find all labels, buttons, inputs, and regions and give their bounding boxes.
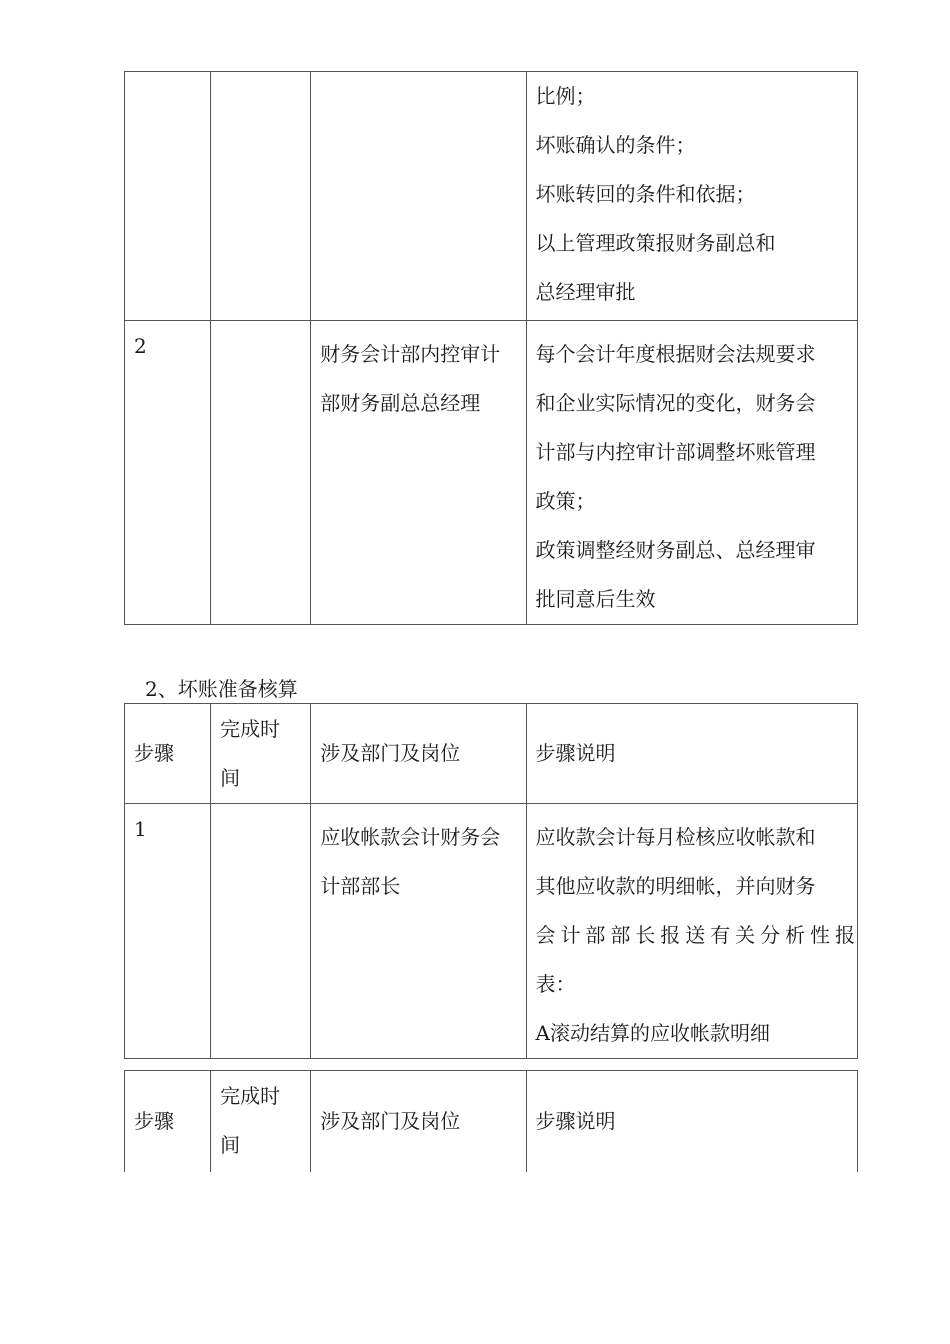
desc-cell bbox=[526, 321, 857, 625]
step-cell bbox=[125, 72, 211, 321]
header-desc: 步骤说明 bbox=[526, 704, 857, 804]
desc-line: A滚动结算的应收帐款明细 bbox=[535, 1021, 770, 1045]
header-step: 步骤 bbox=[125, 1071, 211, 1172]
desc-line: 和企业实际情况的变化，财务会 bbox=[535, 391, 816, 415]
desc-line: 比例； bbox=[535, 84, 596, 108]
table-row bbox=[125, 72, 858, 321]
header-step: 步骤 bbox=[125, 704, 211, 804]
process-table-continued bbox=[124, 71, 858, 625]
desc-line: 会计部部长报送有关分析性报 bbox=[535, 923, 855, 947]
desc-line: 政策调整经财务副总、总经理审 bbox=[535, 538, 816, 562]
desc-cell bbox=[526, 804, 857, 1059]
step-cell: 2 bbox=[125, 321, 211, 625]
time-cell bbox=[211, 72, 311, 321]
bad-debt-accounting-table bbox=[124, 703, 858, 1059]
table-row bbox=[125, 804, 858, 1059]
table-row bbox=[125, 321, 858, 625]
desc-line: 总经理审批 bbox=[535, 280, 636, 304]
dept-cell bbox=[311, 72, 526, 321]
table-header-row bbox=[125, 704, 858, 804]
dept-cell bbox=[311, 321, 526, 625]
desc-line: 其他应收款的明细帐，并向财务 bbox=[535, 874, 816, 898]
section-title: 2、坏账准备核算 bbox=[145, 677, 298, 701]
desc-line: 计部与内控审计部调整坏账管理 bbox=[535, 440, 816, 464]
desc-line: 以上管理政策报财务副总和 bbox=[535, 231, 776, 255]
header-desc: 步骤说明 bbox=[526, 1071, 857, 1172]
desc-line: 坏账确认的条件； bbox=[535, 133, 696, 157]
header-dept: 涉及部门及岗位 bbox=[311, 704, 526, 804]
header-dept: 涉及部门及岗位 bbox=[311, 1071, 526, 1172]
desc-line: 应收款会计每月检核应收帐款和 bbox=[535, 825, 816, 849]
header-time: 完成时 间 bbox=[211, 704, 311, 804]
desc-line: 坏账转回的条件和依据； bbox=[535, 182, 756, 206]
desc-line: 表： bbox=[535, 972, 576, 996]
step-cell: 1 bbox=[125, 804, 211, 1059]
time-cell bbox=[211, 804, 311, 1059]
header-time: 完成时 间 bbox=[211, 1071, 311, 1172]
desc-line: 批同意后生效 bbox=[535, 587, 656, 611]
desc-cell bbox=[526, 72, 857, 321]
dept-line: 财务会计部内控审计 bbox=[320, 342, 501, 366]
bad-debt-accounting-table-continued bbox=[124, 1070, 858, 1172]
time-cell bbox=[211, 321, 311, 625]
dept-line: 计部部长 bbox=[320, 874, 401, 898]
dept-cell bbox=[311, 804, 526, 1059]
desc-line: 政策； bbox=[535, 489, 596, 513]
dept-line: 部财务副总总经理 bbox=[320, 391, 481, 415]
dept-line: 应收帐款会计财务会 bbox=[320, 825, 501, 849]
table-header-row bbox=[125, 1071, 858, 1172]
desc-line: 每个会计年度根据财会法规要求 bbox=[535, 342, 816, 366]
